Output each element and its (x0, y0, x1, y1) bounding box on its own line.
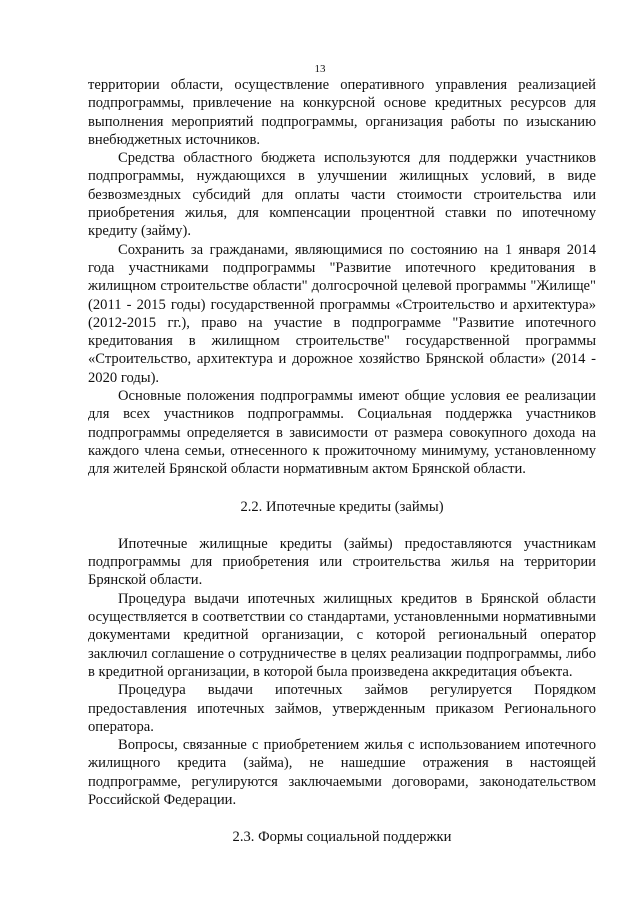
paragraph: Ипотечные жилищные кредиты (займы) предоставляются участникам подпрограммы для приобретения или строительства жилья на территории Брянской области. (88, 535, 596, 589)
paragraph: Средства областного бюджета используются для поддержки участников подпрограммы, нуждающихся в улучшении жилищных условий, в виде безвозмездных субсидий для оплаты части стоимости строительства или приобретения жилья, для компенсации процентной ставки по ипотечному кредиту (займу). (88, 150, 596, 240)
section-heading-2-3: 2.3. Формы социальной поддержки (232, 829, 452, 846)
page-number: 13 (314, 63, 326, 75)
paragraph: Процедура выдачи ипотечных жилищных кредитов в Брянской области осуществляется в соответствии со стандартами, установленными нормативными документами кредитной организации, с которой региональный оператор заключил соглашение о сотрудничестве в целях реализации подпрограммы, либо в кредитной организации, в которой была произведена аккредитация объекта. (88, 590, 596, 680)
paragraph: Основные положения подпрограммы имеют общие условия ее реализации для всех участников подпрограммы. Социальная поддержка участников подпрограммы определяется в зависимости от размера совокупного дохода на каждого члена семьи, отнесенного к прожиточному минимуму, установленному для жителей Брянской области нормативным актом Брянской области. (88, 388, 596, 478)
paragraph: Вопросы, связанные с приобретением жилья с использованием ипотечного жилищного кредита (займа), не нашедшие отражения в настоящей подпрограмме, регулируются заключаемыми договорами, законодательством Российской Федерации. (88, 737, 596, 808)
document-page (88, 62, 596, 847)
paragraph: Процедура выдачи ипотечных займов регулируется Порядком предоставления ипотечных займов, утвержденным приказом Регионального оператора. (88, 682, 596, 735)
section-heading-2-2: 2.2. Ипотечные кредиты (займы) (240, 498, 444, 515)
paragraph: территории области, осуществление оперативного управления реализацией подпрограммы, привлечение на конкурсной основе кредитных ресурсов для выполнения мероприятий подпрограммы, организация работы по изысканию внебюджетных источников. (88, 77, 596, 148)
paragraph: Сохранить за гражданами, являющимися по состоянию на 1 января 2014 года участниками подпрограммы "Развитие ипотечного кредитования в жилищном строительстве области" долгосрочной целевой программы "Жилище" (2011 - 2015 годы) государственной программы «Строительство и архитектура» (2012-2015 гг.), право на участие в подпрограмме "Развитие ипотечного кредитования в жилищном строительстве" государственной программы «Строительство, архитектура и дорожное хозяйство Брянской области» (2014 - 2020 годы). (88, 241, 596, 386)
